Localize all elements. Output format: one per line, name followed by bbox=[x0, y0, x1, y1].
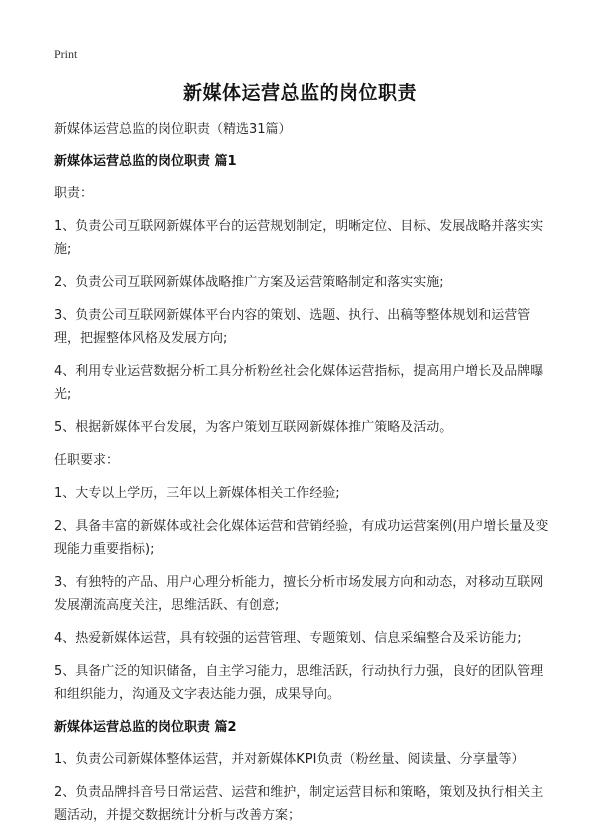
duty-item: 4、利用专业运营数据分析工具分析粉丝社会化媒体运营指标，提高用户增长及品牌曝光; bbox=[54, 364, 544, 402]
requirement-item: 5、具备广泛的知识储备，自主学习能力，思维活跃，行动执行力强，良好的团队管理和组织能力，沟通及文字表达能力强，成果导向。 bbox=[54, 664, 544, 702]
duty-item: 2、负责品牌抖音号日常运营、运营和维护，制定运营目标和策略，策划及执行相关主题活动，并提交数据统计分析与改善方案； bbox=[54, 785, 544, 823]
document-body bbox=[54, 118, 550, 837]
page-title: 新媒体运营总监的岗位职责 bbox=[182, 82, 417, 104]
duty-item: 5、根据新媒体平台发展，为客户策划互联网新媒体推广策略及活动。 bbox=[54, 420, 453, 435]
duty-item: 1、负责公司新媒体整体运营，并对新媒体KPI负责（粉丝量、阅读量、分享量等） bbox=[54, 752, 525, 767]
section-heading: 新媒体运营总监的岗位职责 篇2 bbox=[54, 720, 237, 735]
requirement-item: 4、热爱新媒体运营，具有较强的运营管理、专题策划、信息采编整合及采访能力; bbox=[54, 631, 522, 646]
print-link[interactable]: Print bbox=[54, 47, 78, 61]
requirement-item: 2、具备丰富的新媒体或社会化媒体运营和营销经验，有成功运营案例(用户增长量及变现能力重要指标); bbox=[54, 519, 549, 557]
requirement-item: 1、大专以上学历，三年以上新媒体相关工作经验; bbox=[54, 486, 340, 501]
requirement-item: 3、有独特的产品、用户心理分析能力，擅长分析市场发展方向和动态，对移动互联网发展潮流高度关注，思维活跃、有创意; bbox=[54, 575, 544, 613]
document-subtitle: 新媒体运营总监的岗位职责（精选31篇） bbox=[54, 122, 292, 137]
duty-item: 3、负责公司互联网新媒体平台内容的策划、选题、执行、出稿等整体规划和运营管理，把握整体风格及发展方向; bbox=[54, 308, 531, 346]
requirements-label: 任职要求： bbox=[54, 453, 120, 468]
section-heading: 新媒体运营总监的岗位职责 篇1 bbox=[54, 154, 237, 169]
duty-item: 2、负责公司互联网新媒体战略推广方案及运营策略制定和落实实施; bbox=[54, 275, 444, 290]
duties-label: 职责： bbox=[54, 186, 94, 201]
duty-item: 1、负责公司互联网新媒体平台的运营规划制定，明晰定位、目标、发展战略并落实实施; bbox=[54, 219, 544, 257]
